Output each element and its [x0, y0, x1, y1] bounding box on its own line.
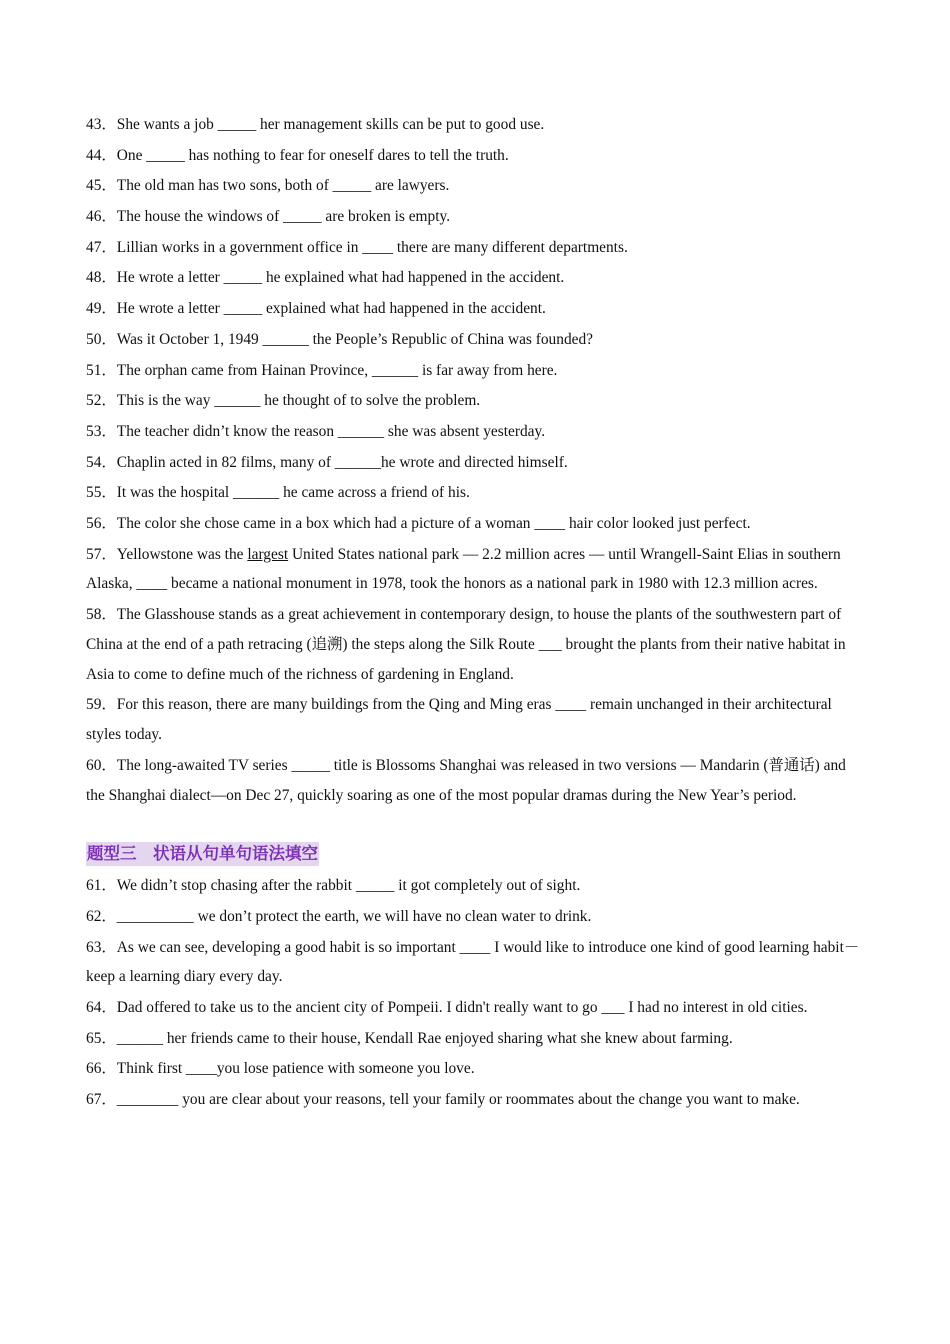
question-52: 52．This is the way ______ he thought of to solve the problem. [86, 392, 481, 410]
question-47: 47．Lillian works in a government office in ____ there are many different departments. [86, 238, 628, 256]
question-44: 44．One _____ has nothing to fear for oneself dares to tell the truth. [86, 146, 509, 164]
question-65: 65．______ her friends came to their house, Kendall Rae enjoyed sharing what she knew about farming. [86, 1029, 733, 1047]
question-58: 58．The Glasshouse stands as a great achievement in contemporary design, to house the plants of the southwestern part of China at the end of a path retracing (追溯) the steps along the Silk Route ___ brought the plants from their native habitat in Asia to come to define much of the richness of gardening in England. [86, 606, 846, 683]
question-57: 57．Yellowstone was the largest United States national park — 2.2 million acres — until Wrangell-Saint Elias in southern Alaska, ____ became a national monument in 1978, took the honors as a national park in 1980 with 12.3 million acres. [86, 545, 841, 593]
question-53: 53．The teacher didn’t know the reason ______ she was absent yesterday. [86, 422, 546, 440]
question-56: 56．The color she chose came in a box which had a picture of a woman ____ hair color looked just perfect. [86, 514, 751, 532]
underlined-word: largest [247, 545, 289, 563]
question-63: 63．As we can see, developing a good habit is so important ____ I would like to introduce one kind of good learning habit－keep a learning diary every day. [86, 938, 860, 986]
question-60: 60．The long-awaited TV series _____ title is Blossoms Shanghai was released in two versions — Mandarin (普通话) and the Shanghai dialect—on Dec 27, quickly soaring as one of the most popular dramas during the New Year’s period. [86, 756, 846, 804]
question-61: 61．We didn’t stop chasing after the rabbit _____ it got completely out of sight. [86, 877, 581, 895]
question-43: 43．She wants a job _____ her management skills can be put to good use. [86, 116, 545, 133]
question-67: 67．________ you are clear about your reasons, tell your family or roommates about the change you want to make. [86, 1091, 800, 1109]
question-59: 59．For this reason, there are many buildings from the Qing and Ming eras ____ remain unchanged in their architectural styles today. [86, 696, 832, 744]
question-64: 64．Dad offered to take us to the ancient city of Pompeii. I didn't really want to go ___ I had no interest in old cities. [86, 999, 808, 1017]
question-48: 48．He wrote a letter _____ he explained what had happened in the accident. [86, 269, 565, 287]
question-54: 54．Chaplin acted in 82 films, many of ______he wrote and directed himself. [86, 453, 568, 471]
section3-list [86, 871, 866, 1115]
section-heading: 题型三 状语从句单句语法填空 [86, 842, 319, 866]
document-page [86, 110, 866, 1116]
question-50: 50．Was it October 1, 1949 ______ the People’s Republic of China was founded? [86, 330, 594, 348]
question-46: 46．The house the windows of _____ are broken is empty. [86, 208, 451, 226]
question-62: 62．__________ we don’t protect the earth, we will have no clean water to drink. [86, 907, 592, 925]
question-49: 49．He wrote a letter _____ explained what had happened in the accident. [86, 300, 546, 318]
question-66: 66．Think first ____you lose patience with someone you love. [86, 1060, 475, 1078]
question-45: 45．The old man has two sons, both of _____ are lawyers. [86, 177, 450, 195]
question-51: 51．The orphan came from Hainan Province, ______ is far away from here. [86, 361, 558, 379]
question-55: 55．It was the hospital ______ he came across a friend of his. [86, 484, 470, 502]
